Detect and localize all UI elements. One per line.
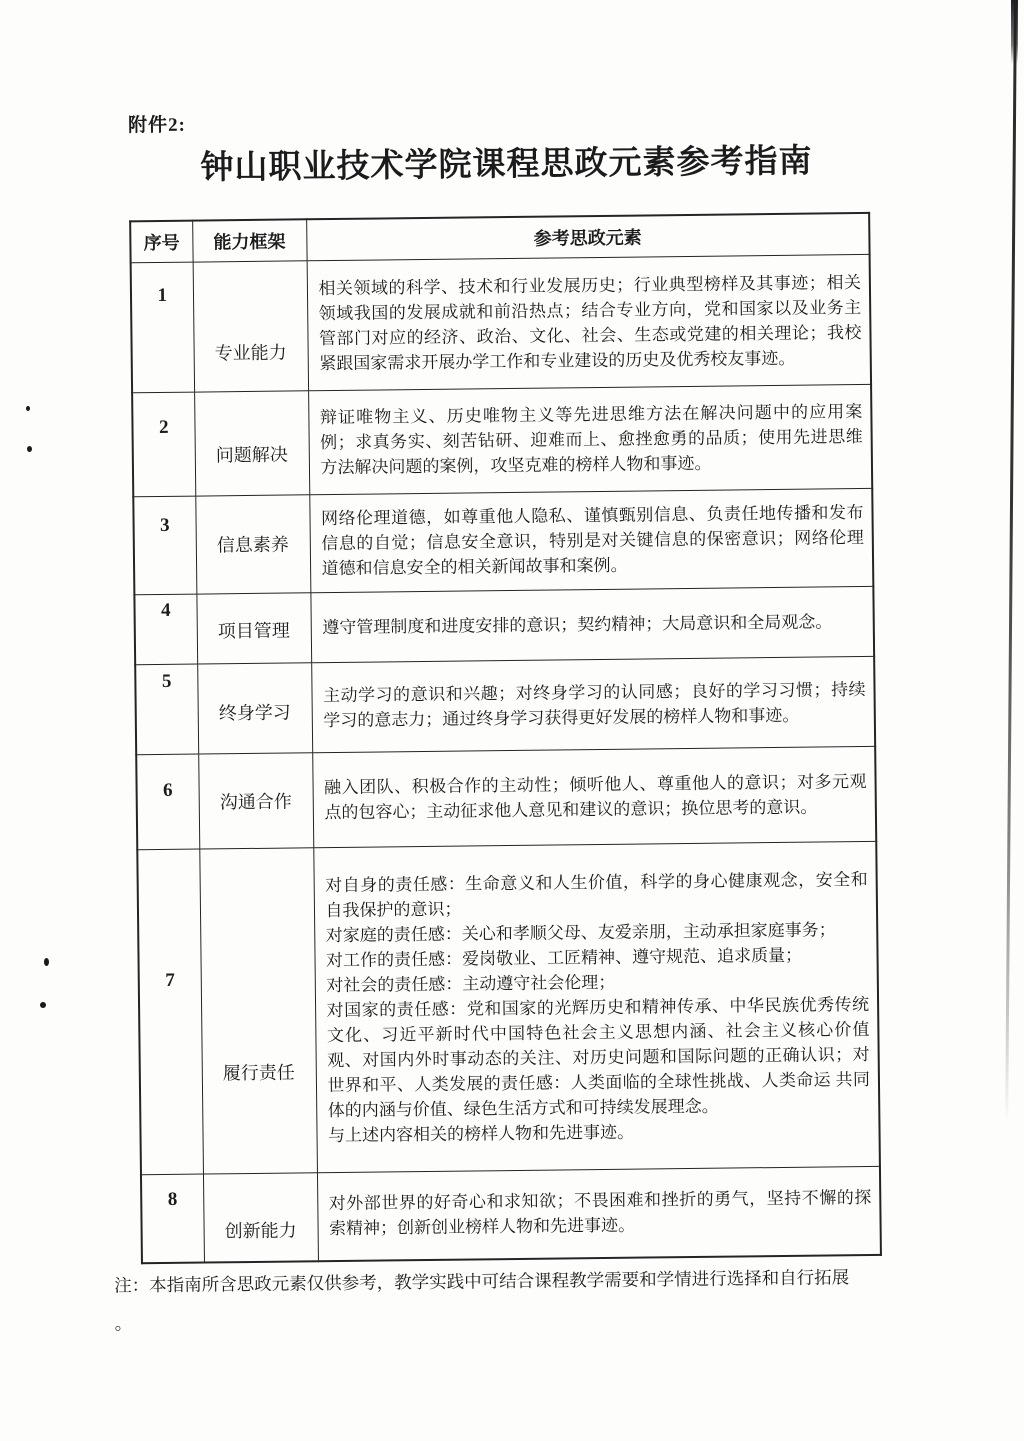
table-row bbox=[134, 586, 874, 664]
scan-speck bbox=[40, 1002, 46, 1008]
table-row bbox=[135, 656, 875, 754]
row-number: 4 bbox=[134, 594, 197, 665]
footnote: 注：本指南所含思政元素仅供参考，教学实践中可结合课程教学需要和学情进行选择和自行拓展 。 bbox=[114, 1267, 850, 1334]
guide-table bbox=[129, 212, 882, 1264]
attachment-label: 附件2: bbox=[127, 114, 187, 137]
row-number: 1 bbox=[131, 262, 194, 393]
row-framework: 问题解决 bbox=[194, 391, 309, 496]
row-number: 8 bbox=[141, 1174, 204, 1263]
header-num: 序号 bbox=[130, 221, 192, 263]
table-row bbox=[141, 1166, 881, 1262]
row-content: 对外部世界的好奇心和求知欲；不畏困难和挫折的勇气，坚持不懈的探索精神；创新创业榜样人物和先进事迹。 bbox=[317, 1166, 881, 1260]
table-row bbox=[137, 841, 880, 1174]
scan-speck bbox=[26, 406, 30, 411]
table-row bbox=[136, 746, 876, 849]
row-framework: 专业能力 bbox=[193, 261, 308, 392]
row-framework: 终身学习 bbox=[197, 663, 312, 754]
row-content: 对自身的责任感：生命意义和人生价值，科学的身心健康观念，安全和自我保护的意识； 对家庭的责任感：关心和孝顺父母、友爱亲朋，主动承担家庭事务； 对工作的责任感：爱岗敬业、工匠精神、遵守规范、追求质量； 对社会的责任感：主动遵守社会伦理； 对国家的责任感：党和国家的光辉历史和精神传承、中华民族优秀传统文化、习近平新时代中国特色社会主义思想内涵、社会主义核心价值观、对国内外时事动态的关注、对历史问题和国际问题的正确认识；对世界和平、人类发展的责任感：人类面临的全球性挑战、人类命运 共同体的内涵与价值、绿色生活方式和可持续发展理念。 与上述内容相关的榜样人物和先进事迹。 bbox=[313, 841, 880, 1172]
table-row bbox=[131, 254, 871, 392]
row-framework: 创新能力 bbox=[203, 1173, 318, 1262]
row-number: 3 bbox=[133, 496, 196, 595]
row-content: 辩证唯物主义、历史唯物主义等先进思维方法在解决问题中的应用案例；求真务实、刻苦钻研、迎难而上、愈挫愈勇的品质；使用先进思维方法解决问题的案例，攻坚克难的榜样人物和事迹。 bbox=[308, 384, 872, 494]
row-framework: 项目管理 bbox=[196, 593, 311, 664]
row-framework: 沟通合作 bbox=[198, 753, 313, 849]
scan-speck bbox=[27, 446, 32, 452]
scan-edge-artifact bbox=[1011, 0, 1018, 64]
row-number: 2 bbox=[132, 392, 195, 497]
row-content: 遵守管理制度和进度安排的意识；契约精神；大局意识和全局观念。 bbox=[310, 586, 874, 662]
row-content: 网络伦理道德，如尊重他人隐私、谨慎甄别信息、负责任地传播和发布信息的自觉；信息安全意识，特别是对关键信息的保密意识；网络伦理道德和信息安全的相关新闻故事和案例。 bbox=[309, 488, 873, 592]
row-framework: 履行责任 bbox=[199, 848, 317, 1174]
row-content: 融入团队、积极合作的主动性；倾听他人、尊重他人的意识；对多元观点的包容心；主动征求他人意见和建议的意识；换位思考的意识。 bbox=[312, 746, 876, 847]
header-framework: 能力框架 bbox=[192, 219, 306, 262]
row-content: 主动学习的意识和兴趣；对终身学习的认同感；良好的学习习惯；持续学习的意志力；通过终身学习获得更好发展的榜样人物和事迹。 bbox=[311, 656, 875, 752]
table-row bbox=[132, 384, 872, 496]
scan-speck bbox=[44, 958, 49, 966]
row-number: 6 bbox=[136, 754, 199, 850]
row-framework: 信息素养 bbox=[195, 495, 310, 594]
header-elements: 参考思政元素 bbox=[306, 213, 869, 261]
table-row bbox=[133, 488, 873, 594]
row-number: 5 bbox=[135, 664, 198, 755]
page-title: 钟山职业技术学院课程思政元素参考指南 bbox=[200, 143, 813, 187]
row-content: 相关领域的科学、技术和行业发展历史；行业典型榜样及其事迹；相关领域我国的发展成就和前沿热点；结合专业方向，党和国家以及业务主管部门对应的经济、政治、文化、社会、生态或党建的相关理论；我校紧跟国家需求开展办学工作和专业建设的历史及优秀校友事迹。 bbox=[307, 254, 871, 390]
row-number: 7 bbox=[137, 849, 203, 1175]
